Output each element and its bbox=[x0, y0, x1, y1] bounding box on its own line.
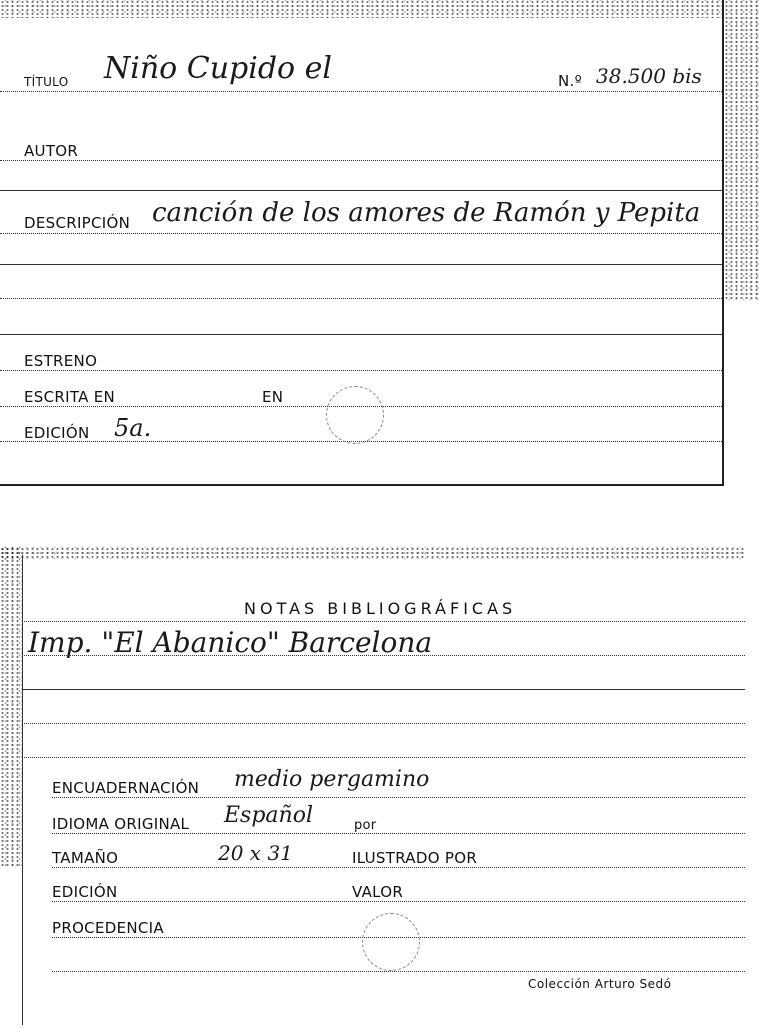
hole-punch-front bbox=[326, 386, 384, 444]
escrita-en-label: ESCRITA EN bbox=[24, 388, 116, 406]
scan-edge-top bbox=[0, 0, 722, 18]
notas-line-4 bbox=[22, 723, 745, 724]
estreno-line bbox=[0, 370, 722, 371]
scan-edge-bottom-top bbox=[0, 547, 745, 559]
scan-edge-left bbox=[0, 547, 22, 867]
procedencia-label: PROCEDENCIA bbox=[52, 919, 164, 937]
valor-label: VALOR bbox=[352, 883, 404, 901]
tamano-value: 20 x 31 bbox=[218, 841, 293, 865]
encuadernacion-label: ENCUADERNACIÓN bbox=[52, 779, 200, 797]
encuadernacion-value: medio pergamino bbox=[234, 767, 430, 792]
numero-value: 38.500 bis bbox=[596, 64, 702, 88]
catalog-card-front bbox=[0, 0, 724, 486]
desc-line-4 bbox=[0, 334, 722, 335]
tamano-line bbox=[52, 867, 745, 868]
edicion-label: EDICIÓN bbox=[24, 424, 90, 442]
edicion-value: 5a. bbox=[114, 414, 152, 442]
autor-label: AUTOR bbox=[24, 142, 79, 160]
bottom-line bbox=[52, 971, 745, 972]
notas-line-5 bbox=[22, 757, 745, 758]
idioma-value: Español bbox=[224, 803, 313, 828]
idioma-line bbox=[52, 833, 745, 834]
card-back-left-border bbox=[22, 555, 23, 1025]
descripcion-label: DESCRIPCIÓN bbox=[24, 214, 131, 232]
notas-title: NOTAS BIBLIOGRÁFICAS bbox=[244, 599, 517, 618]
autor-line-2 bbox=[0, 190, 722, 191]
titulo-value: Niño Cupido el bbox=[104, 51, 332, 86]
en-label: EN bbox=[262, 388, 284, 406]
hole-punch-back bbox=[362, 913, 420, 971]
desc-line-2 bbox=[0, 264, 722, 265]
idioma-label: IDIOMA ORIGINAL bbox=[52, 815, 190, 833]
catalog-card-back bbox=[0, 547, 745, 1025]
edicion-back-label: EDICIÓN bbox=[52, 883, 118, 901]
descripcion-line bbox=[0, 233, 722, 234]
autor-line bbox=[0, 160, 722, 161]
titulo-label: TÍTULO bbox=[24, 75, 69, 89]
edicion-back-line bbox=[52, 901, 745, 902]
numero-label: N.º bbox=[558, 72, 582, 90]
encuadernacion-line bbox=[52, 797, 745, 798]
descripcion-value: canción de los amores de Ramón y Pepita bbox=[152, 198, 701, 228]
por-label: por bbox=[354, 818, 377, 833]
notas-line-3 bbox=[22, 689, 745, 690]
notas-line-1 bbox=[22, 621, 745, 622]
notas-value: Imp. "El Abanico" Barcelona bbox=[28, 626, 433, 659]
scan-edge-right-top bbox=[724, 0, 759, 300]
ilustrado-label: ILUSTRADO POR bbox=[352, 849, 478, 867]
desc-line-3 bbox=[0, 298, 722, 299]
estreno-label: ESTRENO bbox=[24, 352, 98, 370]
notas-line-2 bbox=[22, 655, 745, 656]
tamano-label: TAMAÑO bbox=[52, 849, 119, 867]
titulo-line bbox=[0, 91, 722, 92]
coleccion-label: Colección Arturo Sedó bbox=[528, 977, 672, 991]
